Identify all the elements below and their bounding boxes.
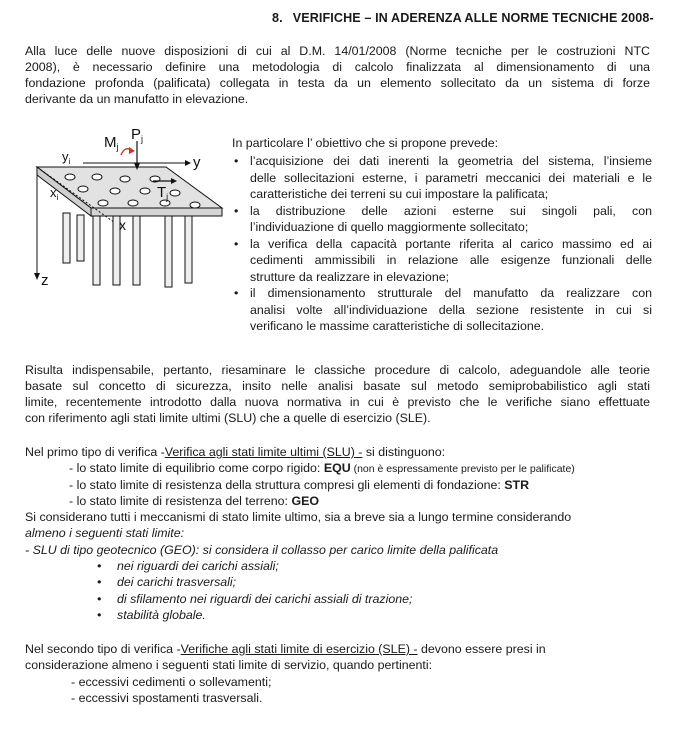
slu-title-link: Verifica agli stati limite ultimi (SLU) - (164, 445, 363, 459)
text-line: limite, recentemente introdotto dalla nuova normativa in cui è previsto che le verifiche siano effettuate (25, 395, 650, 409)
force-p-label: $P_j$ (131, 126, 144, 144)
pile-head (110, 188, 120, 194)
safety-paragraph (25, 362, 650, 426)
pile-head (140, 188, 150, 194)
text-span: devono essere presi in (417, 642, 546, 656)
pile-foundation-diagram (25, 123, 230, 298)
objectives-list (232, 153, 652, 335)
text-span: nei riguardi dei carichi assiali; (117, 559, 279, 574)
pile (63, 213, 70, 263)
text-line: l’acquisizione dei dati inerenti la geometria del sistema, l’insieme (250, 154, 652, 168)
text-line: con riferimento agli stati limite ultimi (SLU) che a quelle di esercizio (SLE). (25, 411, 431, 425)
slu-consider-line: almeno i seguenti stati limite: (25, 526, 185, 541)
section-title: VERIFICHE – IN ADERENZA ALLE NORME TECNICHE 2008- (292, 11, 654, 25)
pile (133, 215, 140, 285)
text-line: 2008), è necessario definire una metodologia di calcolo finalizzata al dimensionamento di una (25, 60, 650, 74)
text-span: Nel secondo tipo di verifica - (25, 642, 181, 656)
pile (165, 215, 172, 287)
pile-head (120, 176, 130, 182)
text-line: analisi volte all’individuazione della sezione resistente in cui si (250, 302, 652, 317)
state-code: EQU (323, 461, 351, 476)
text-line: delle sollecitazioni esterne, i parametri meccanici dei materiali e le (250, 170, 652, 185)
text-line: basate sul concetto di sicurezza, insito nelle analisi basate sul metodo semiprobabilistico agli stati (25, 379, 650, 393)
text-span: - lo stato limite di equilibrio come corpo rigido: (69, 461, 324, 476)
sle-section (25, 641, 650, 707)
pile-head (65, 174, 75, 180)
pile-head (190, 202, 200, 208)
yi-label: $y_i$ (62, 149, 71, 166)
sle-title-link: Verifiche agli stati limite di esercizio (SLE) - (180, 642, 418, 656)
list-item (232, 236, 652, 286)
bullet: • (97, 575, 102, 590)
pile-cap-front (91, 208, 222, 216)
moment-label: $M_j$ (104, 134, 119, 152)
pile-head (128, 200, 138, 206)
bullet: • (97, 591, 102, 606)
text-line: cedimenti ammissibili in relazione alle esigenze funzionali delle (250, 253, 652, 267)
pile-head (92, 174, 102, 180)
slu-geo-line: - SLU di tipo geotecnico (GEO): si considera il collasso per carico limite della palificata (25, 542, 499, 557)
text-span: Nel primo tipo di verifica - (25, 445, 165, 459)
text-span: stabilità globale. (117, 607, 206, 622)
objectives-block (232, 135, 652, 335)
geo-item (25, 591, 655, 607)
text-line: la verifica della capacità portante riferita al carico massimo ed ai (250, 236, 652, 251)
text-line: la distribuzione delle azioni esterne sui singoli pali, con (250, 203, 652, 218)
text-line: Risulta indispensabile, pertanto, riesaminare le classiche procedure di calcolo, adeguandole alle teorie (25, 363, 650, 377)
text-span: si distinguono: (362, 445, 446, 459)
pile-head (98, 200, 108, 206)
pile-diagram-svg (25, 123, 230, 298)
bullet: • (97, 607, 102, 622)
geo-item (25, 607, 655, 623)
bullet: • (234, 154, 239, 168)
x-axis-label: x (119, 217, 126, 233)
text-line: Alla luce delle nuove disposizioni di cui al D.M. 14/01/2008 (Norme tecniche per le costruzioni NTC (25, 44, 650, 58)
slu-intro (25, 444, 655, 460)
geo-item (25, 558, 655, 574)
text-line: strutture da realizzare in elevazione; (250, 269, 450, 284)
pile-head (78, 186, 88, 192)
text-span: - lo stato limite di resistenza della struttura compresi gli elementi di fondazione: (69, 477, 505, 492)
slu-consider-line: Si considerano tutti i meccanismi di stato limite ultimo, sia a breve sia a lungo termine considerando (25, 510, 572, 525)
state-code: GEO (291, 493, 319, 508)
slu-state-str (25, 477, 655, 493)
geo-item (25, 574, 655, 590)
force-t-label: $T_j$ (157, 184, 169, 202)
pile (185, 215, 192, 283)
sle-item: - eccessivi spostamenti trasversali. (71, 691, 263, 706)
list-item (232, 285, 652, 335)
text-line: derivante da un manufatto in elevazione. (25, 92, 249, 106)
sle-item: - eccessivi cedimenti o sollevamenti; (71, 674, 272, 689)
slu-section (25, 444, 655, 623)
text-line: verificano le massime caratteristiche di sollecitazione. (250, 319, 545, 333)
list-item (232, 153, 652, 203)
slu-state-equ (25, 460, 655, 476)
text-span: dei carichi trasversali; (117, 575, 237, 590)
list-item (232, 203, 652, 236)
text-line: fondazione profonda (palificata) collegata in testa da un elemento sollecitato da un sistema di forze (25, 76, 650, 90)
pile-head (170, 190, 180, 196)
pile (93, 215, 100, 285)
sle-intro (25, 641, 650, 657)
bullet: • (234, 203, 239, 218)
section-number: 8. (272, 11, 283, 25)
bullet: • (234, 286, 239, 300)
intro-paragraph (25, 43, 650, 107)
text-line: caratteristiche dei terreni su cui impostare la palificata; (250, 187, 549, 201)
state-code: STR (504, 477, 530, 492)
sle-consider-line: considerazione almeno i seguenti stati limite di servizio, quando pertinenti: (25, 658, 433, 673)
state-note: (non è espressamente previsto per le palificate) (350, 463, 575, 476)
z-axis-arrowhead (34, 273, 40, 280)
text-span: - lo stato limite di resistenza del terreno: (69, 493, 292, 508)
objectives-lead: In particolare l’ obiettivo che si propone prevede: (232, 136, 499, 150)
bullet: • (97, 559, 102, 574)
slu-state-geo (25, 493, 655, 509)
text-line: l’individuazione di quello maggiormente sollecitato; (250, 220, 529, 234)
text-span: di sfilamento nei riguardi dei carichi assiali di trazione; (117, 591, 413, 606)
section-heading (272, 10, 654, 26)
xi-label: $x_i$ (50, 185, 59, 202)
pile (77, 215, 84, 261)
y-axis-arrowhead (185, 160, 191, 166)
z-axis-label: z (41, 272, 49, 289)
moment-arrowhead (129, 147, 135, 154)
y-axis-label: y (193, 154, 201, 171)
text-line: il dimensionamento strutturale del manufatto da realizzare con (250, 286, 652, 300)
bullet: • (234, 236, 239, 251)
